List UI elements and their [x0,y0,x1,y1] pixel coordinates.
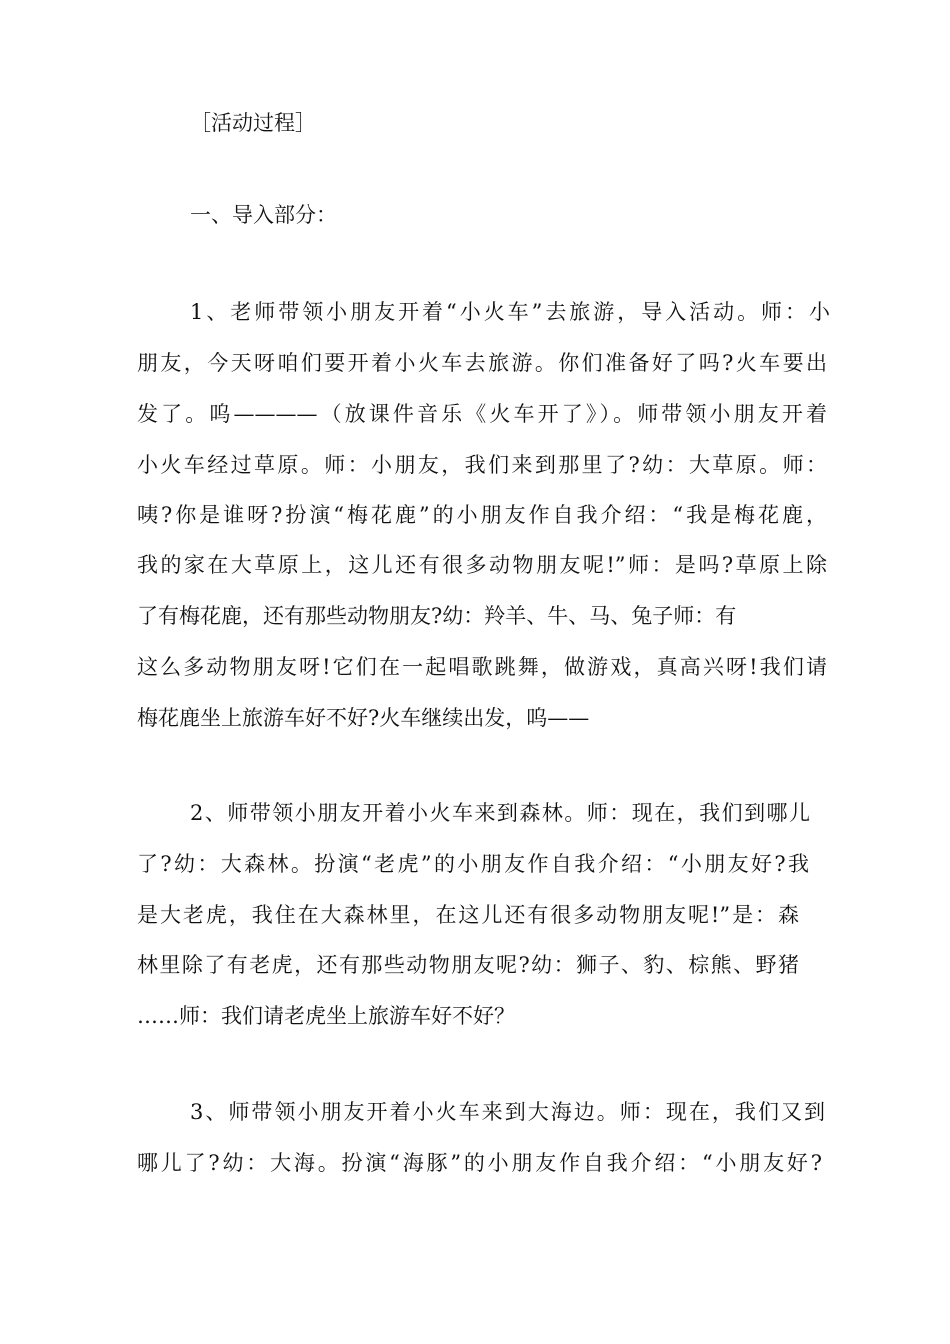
paragraph-line: 梅花鹿坐上旅游车好不好?火车继续出发，呜—— [137,706,590,730]
paragraph-line: 林里除了有老虎，还有那些动物朋友呢?幼：狮子、豹、棕熊、野猪 [137,953,799,977]
paragraph-line: 朋友，今天呀咱们要开着小火车去旅游。你们准备好了吗?火车要出 [137,351,827,375]
paragraph-line: 小火车经过草原。师：小朋友，我们来到那里了?幼：大草原。师： [137,453,827,477]
paragraph-line: 是大老虎，我住在大森林里，在这儿还有很多动物朋友呢!”是：森 [137,903,799,927]
paragraph-line: 了有梅花鹿，还有那些动物朋友?幼：羚羊、牛、马、兔子师：有 [137,604,737,628]
paragraph-line: 哪儿了?幼：大海。扮演“海豚”的小朋友作自我介绍：“小朋友好? [137,1151,822,1175]
paragraph-line: 2、师带领小朋友开着小火车来到森林。师：现在，我们到哪儿 [190,801,810,825]
paragraph-line: 3、师带领小朋友开着小火车来到大海边。师：现在，我们又到 [190,1100,825,1124]
paragraph-line: ……师：我们请老虎坐上旅游车好不好？ [137,1004,515,1028]
section-title: 一、导入部分： [190,203,337,227]
paragraph-line: 我的家在大草原上，这儿还有很多动物朋友呢!”师：是吗?草原上除 [137,553,827,577]
paragraph-line: 1、老师带领小朋友开着“小火车”去旅游，导入活动。师：小 [190,300,830,324]
paragraph-line: 咦?你是谁呀?扮演“梅花鹿”的小朋友作自我介绍：“我是梅花鹿， [137,503,827,527]
paragraph-line: 这么多动物朋友呀!它们在一起唱歌跳舞，做游戏，真高兴呀!我们请 [137,655,827,679]
paragraph-line: 发了。呜————（放课件音乐《火车开了》）。师带领小朋友开着 [137,402,827,426]
paragraph-line: 了?幼：大森林。扮演“老虎”的小朋友作自我介绍：“小朋友好?我 [137,852,809,876]
document-heading: ［活动过程］ [190,111,316,135]
